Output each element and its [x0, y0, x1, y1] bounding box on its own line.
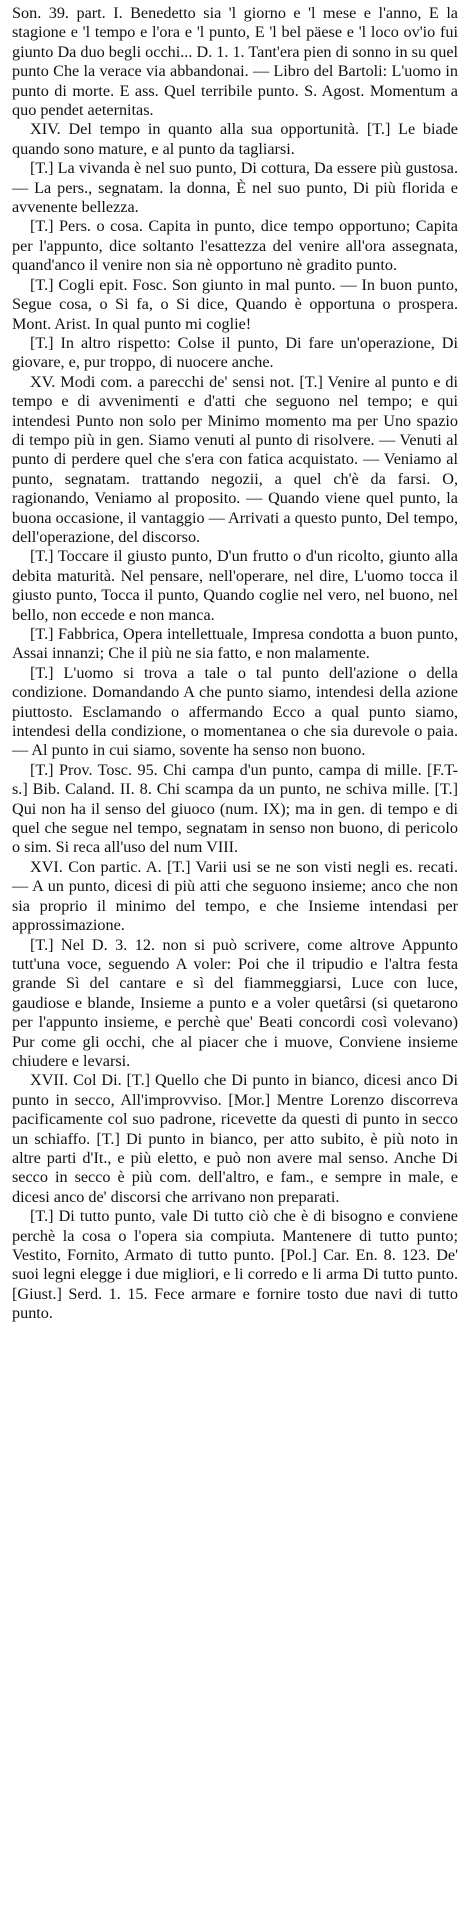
entry-paragraph-giusto-punto: [T.] Toccare il giusto punto, D'un frutto o d'un ricolto, giunto alla debita maturità. Nel pensare, nell'operare, nel dire, L'uomo tocca il giusto punto, Tocca il punto, Quando coglie nel vero, nel buono, nel bello, non eccede e non manca. [12, 547, 458, 624]
section-xv-paragraph: XV. Modi com. a parecchi de' sensi not. [T.] Venire al punto e di tempo e di avvenimenti e d'atti che seguono nel tempo; e qui intendesi Punto non solo per Minimo momento ma per Uno spazio di tempo più in gen. Siamo venuti al punto di risolvere. — Venuti al punto di perdere quel che s'era con fatica acquistato. — Veniamo al punto, segnatam. trattando negozii, a quel ch'è da farsi. O, ragionando, Veniamo al proposito. — Quando viene quel punto, la buona occasione, il vantaggio — Arrivati a questo punto, Del tempo, dell'operazione, del discorso. [12, 372, 458, 546]
entry-paragraph-dante: [T.] Nel D. 3. 12. non si può scrivere, come altrove Appunto tutt'una voce, seguendo A voler: Poi che il tripudio e l'altra festa grande Sì del cantare e sì del fiammeggiarsi, Luce con luce, gaudiose e blande, Insieme a punto e a voler quetârsi (si quetarono per l'appunto insieme, e perchè que' Beati concordi così volevano) Pur come gli occhi, che al piacer che i muove, Conviene insieme chiudere e levarsi. [12, 935, 458, 1070]
section-xvi-paragraph: XVI. Con partic. A. [T.] Varii usi se ne son visti negli es. recati. — A un punto, dicesi di più atti che seguono insieme; anco che non sia proprio il minimo del tempo, e che Insieme intendasi per approssimazione. [12, 857, 458, 935]
entry-paragraph-cogli-epit: [T.] Cogli epit. Fosc. Son giunto in mal punto. — In buon punto, Segue cosa, o Si fa, o Si dice, Quando è opportuna o prospera. Mont. Arist. In qual punto mi coglie! [12, 275, 458, 333]
entry-paragraph-vivanda: [T.] La vivanda è nel suo punto, Di cottura, Da essere più gustosa. — La pers., segnatam. la donna, È nel suo punto, Di più florida e avvenente bellezza. [12, 159, 458, 217]
section-xiv-paragraph: XIV. Del tempo in quanto alla sua opportunità. [T.] Le biade quando sono mature, e al punto da tagliarsi. [12, 120, 458, 158]
entry-paragraph-sonnet: Son. 39. part. I. Benedetto sia 'l giorno e 'l mese e l'anno, E la stagione e 'l tempo e l'ora e 'l punto, E 'l bel päese e 'l loco ov'io fui giunto Da duo begli occhi... D. 1. 1. Tant'era pien di sonno in su quel punto Che la verace via abbandonai. — Libro del Bartoli: L'uomo in punto di morte. E ass. Quel terribile punto. S. Agost. Momentum a quo pendet aeternitas. [12, 4, 458, 120]
section-xvii-paragraph: XVII. Col Di. [T.] Quello che Di punto in bianco, dicesi anco Di punto in secco, All'improvviso. [Mor.] Mentre Lorenzo discorreva pacificamente col suo padrone, ricevette da questi di punto in secco un schiaffo. [T.] Di punto in bianco, per atto subito, è più noto in altre parti d'It., e più eletto, e può non avere mal senso. Anche Di secco in secco è più com. dell'altro, e fam., e sempre in male, e dicesi anco de' discorsi che arrivano non preparati. [12, 1071, 458, 1206]
entry-paragraph-di-tutto-punto: [T.] Di tutto punto, vale Di tutto ciò che è di bisogno e conviene perchè la cosa o l'opera sia compiuta. Mantenere di tutto punto; Vestito, Fornito, Armato di tutto punto. [Pol.] Car. En. 8. 123. De' suoi legni elegge i due migliori, e li corredo e li arma Di tutto punto. [Giust.] Serd. 1. 15. Fece armare e fornire tosto due navi di tutto punto. [12, 1207, 458, 1323]
entry-paragraph-capita-in-punto: [T.] Pers. o cosa. Capita in punto, dice tempo opportuno; Capita per l'appunto, dice soltanto l'esattezza del venire all'ora assegnata, quand'anco il venire non sia nè opportuno nè gradito punto. [12, 217, 458, 275]
entry-paragraph-proverbio: [T.] Prov. Tosc. 95. Chi campa d'un punto, campa di mille. [F.T-s.] Bib. Caland. II. 8. Chi scampa da un punto, ne schiva mille. [T.] Qui non ha il senso del giuoco (num. IX); ma in gen. di tempo e di quel che segue nel tempo, segnatam in senso non buono, di pericolo o sim. Si reca all'uso del num VIII. [12, 760, 458, 857]
entry-paragraph-colse-il-punto: [T.] In altro rispetto: Colse il punto, Di fare un'operazione, Di giovare, e, pur troppo, di nuocere anche. [12, 333, 458, 372]
entry-paragraph-condizione: [T.] L'uomo si trova a tale o tal punto dell'azione o della condizione. Domandando A che punto siamo, intendesi della azione piuttosto. Esclamando o affermando Ecco a qual punto siamo, intendesi della condizione, o momentanea o che sia durevole o paia. — Al punto in cui siamo, sovente ha senso non buono. [12, 663, 458, 760]
entry-paragraph-fabbrica: [T.] Fabbrica, Opera intellettuale, Impresa condotta a buon punto, Assai innanzi; Che il più ne sia fatto, e non malamente. [12, 625, 458, 663]
